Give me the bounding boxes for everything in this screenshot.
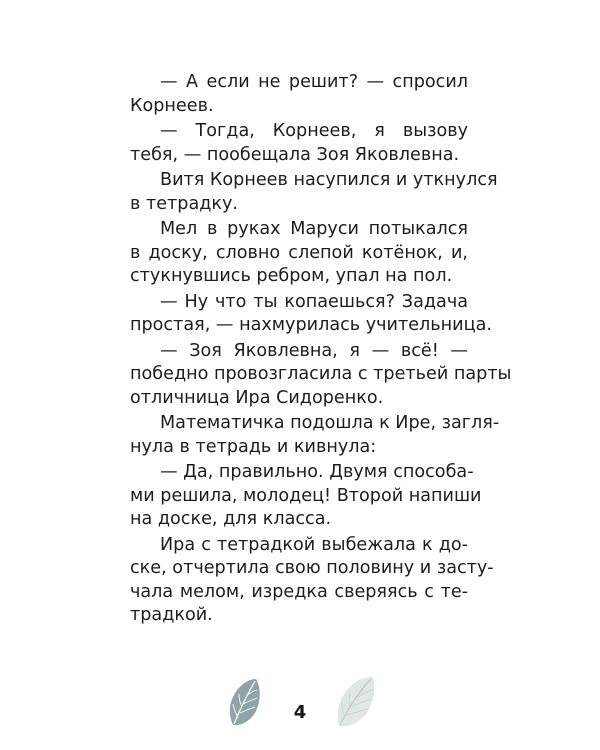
text-line: Мел в руках Маруси потыкался <box>160 219 468 239</box>
text-line: чала мелом, изредка сверяясь с те- <box>130 581 468 602</box>
text-line: стукнувшись ребром, упал на пол. <box>130 266 453 286</box>
text-line: — А если не решит? — спросил <box>160 72 468 92</box>
text-line: Витя Корнеев насупился и уткнулся <box>160 170 498 190</box>
body-text <box>130 71 512 628</box>
paragraph <box>130 340 512 411</box>
page-number: 4 <box>293 702 307 723</box>
paragraph <box>130 412 500 459</box>
paragraph <box>130 461 482 532</box>
paragraph <box>130 169 498 216</box>
paragraph <box>130 291 492 338</box>
leaf-icon <box>225 678 265 728</box>
text-line: ми решила, молодец! Второй напиши <box>130 485 482 506</box>
text-line: ске, отчертила свою половину и засту- <box>130 558 494 578</box>
text-line: Математичка подошла к Ире, загля- <box>160 413 500 433</box>
paragraph <box>130 120 468 167</box>
paragraph <box>130 218 468 289</box>
leaf-icon <box>333 676 377 728</box>
text-line: Корнеев. <box>130 95 214 116</box>
text-line: — Зоя Яковлевна, я — всё! — <box>160 340 468 361</box>
text-line: тебя, — пообещала Зоя Яковлевна. <box>130 144 460 165</box>
text-line: — Тогда, Корнеев, я вызову <box>160 121 468 141</box>
text-line: простая, — нахмурилась учительница. <box>130 315 492 335</box>
text-line: традкой. <box>130 605 213 625</box>
paragraph <box>130 534 494 628</box>
text-line: — Да, правильно. Двумя способа- <box>160 462 474 482</box>
text-line: Ира с тетрадкой выбежала к до- <box>160 534 468 555</box>
text-line: отличница Ира Сидоренко. <box>130 387 384 408</box>
text-line: в тетрадку. <box>130 193 239 214</box>
text-line: в доску, словно слепой котёнок, и, <box>130 242 468 263</box>
paragraph <box>130 71 468 118</box>
text-line: — Ну что ты копаешься? Задача <box>160 291 468 312</box>
text-line: победно провозгласила с третьей парты <box>130 364 512 384</box>
text-line: нула в тетрадь и кивнула: <box>130 436 377 457</box>
text-line: на доске, для класса. <box>130 509 332 529</box>
page-footer <box>0 672 600 732</box>
